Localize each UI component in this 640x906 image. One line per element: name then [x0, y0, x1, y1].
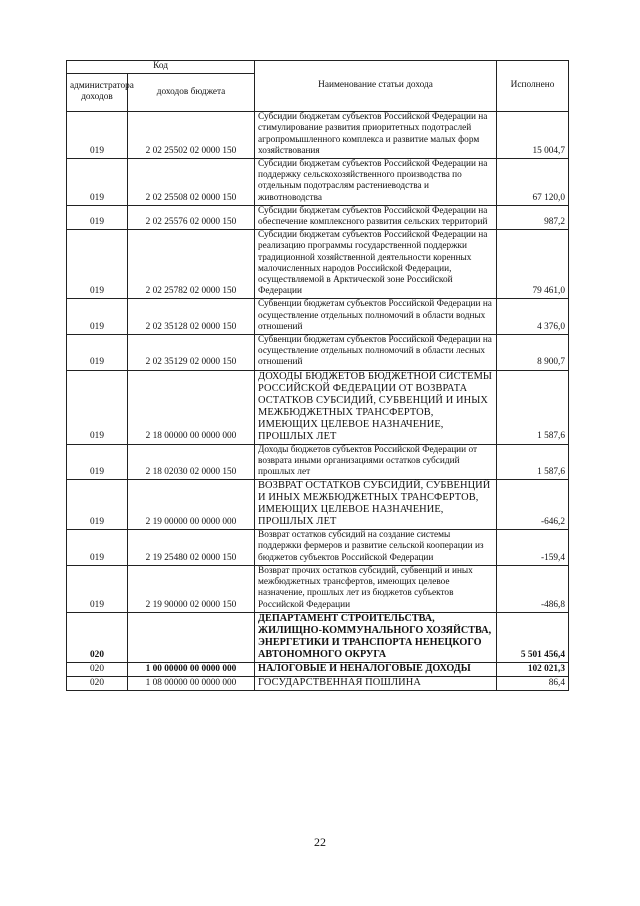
- amount-cell: -486,8: [497, 565, 569, 612]
- income-name-cell: НАЛОГОВЫЕ И НЕНАЛОГОВЫЕ ДОХОДЫ: [255, 662, 497, 676]
- income-name-cell: Доходы бюджетов субъектов Российской Федерации от возврата иными организациями остатков субсидий прошлых лет: [255, 444, 497, 480]
- amount-column-header: Исполнено: [497, 61, 569, 112]
- income-code-cell: 2 19 90000 02 0000 150: [128, 565, 255, 612]
- income-name-cell: Возврат прочих остатков субсидий, субвенций и иных межбюджетных трансфертов, имеющих целевое назначение, прошлых лет из бюджетов субъектов Российской Федерации: [255, 565, 497, 612]
- page-number: 22: [314, 835, 326, 849]
- admin-code-cell: 019: [67, 112, 128, 159]
- income-code-cell: 2 19 00000 00 0000 000: [128, 480, 255, 530]
- income-name-cell: Субсидии бюджетам субъектов Российской Федерации на стимулирование развития приоритетных подотраслей агропромышленного комплекса и развитие малых форм хозяйствования: [255, 112, 497, 159]
- income-table: [66, 60, 569, 691]
- admin-code-cell: 019: [67, 530, 128, 566]
- income-name-cell: Субсидии бюджетам субъектов Российской Федерации на реализацию программы государственной поддержки традиционной хозяйственной деятельности коренных малочисленных народов Российской Федерации, осуществляемой в Арктической зоне Российской Федерации: [255, 230, 497, 299]
- admin-code-cell: 020: [67, 676, 128, 690]
- amount-cell: 1 587,6: [497, 444, 569, 480]
- table-row: [67, 480, 569, 530]
- income-code-cell: 1 08 00000 00 0000 000: [128, 676, 255, 690]
- income-name-cell: Возврат остатков субсидий на создание системы поддержки фермеров и развитие сельской кооперации из бюджетов субъектов Российской Федерации: [255, 530, 497, 566]
- admin-code-cell: 019: [67, 370, 128, 444]
- amount-cell: 8 900,7: [497, 335, 569, 371]
- admin-code-cell: 020: [67, 612, 128, 662]
- income-code-cell: 2 02 25576 02 0000 150: [128, 205, 255, 229]
- income-code-cell: 2 18 02030 02 0000 150: [128, 444, 255, 480]
- amount-cell: 5 501 456,4: [497, 612, 569, 662]
- amount-cell: 987,2: [497, 205, 569, 229]
- admin-code-cell: 019: [67, 299, 128, 335]
- income-name-cell: ВОЗВРАТ ОСТАТКОВ СУБСИДИЙ, СУБВЕНЦИЙ И ИНЫХ МЕЖБЮДЖЕТНЫХ ТРАНСФЕРТОВ, ИМЕЮЩИХ ЦЕЛЕВОЕ НАЗНАЧЕНИЕ, ПРОШЛЫХ ЛЕТ: [255, 480, 497, 530]
- admin-code-cell: 019: [67, 230, 128, 299]
- table-row-department: [67, 612, 569, 662]
- amount-cell: 86,4: [497, 676, 569, 690]
- income-name-cell: Субвенции бюджетам субъектов Российской Федерации на осуществление отдельных полномочий в области водных отношений: [255, 299, 497, 335]
- income-code-cell: 2 18 00000 00 0000 000: [128, 370, 255, 444]
- admin-column-header: администратора доходов: [67, 74, 128, 112]
- amount-cell: 4 376,0: [497, 299, 569, 335]
- table-row: [67, 230, 569, 299]
- table-row-total: [67, 662, 569, 676]
- income-code-cell: 2 02 25508 02 0000 150: [128, 159, 255, 206]
- amount-cell: -159,4: [497, 530, 569, 566]
- table-row: [67, 370, 569, 444]
- amount-cell: 15 004,7: [497, 112, 569, 159]
- income-code-cell: [128, 612, 255, 662]
- table-row: [67, 676, 569, 690]
- admin-code-cell: 019: [67, 205, 128, 229]
- amount-cell: 67 120,0: [497, 159, 569, 206]
- code-group-header: Код: [67, 61, 255, 74]
- income-code-cell: 1 00 00000 00 0000 000: [128, 662, 255, 676]
- table-row: [67, 444, 569, 480]
- table-row: [67, 205, 569, 229]
- admin-code-cell: 019: [67, 480, 128, 530]
- income-name-cell: Субсидии бюджетам субъектов Российской Федерации на поддержку сельскохозяйственного производства по отдельным подотраслям растениеводства и животноводства: [255, 159, 497, 206]
- amount-cell: 1 587,6: [497, 370, 569, 444]
- income-name-cell: ДОХОДЫ БЮДЖЕТОВ БЮДЖЕТНОЙ СИСТЕМЫ РОССИЙСКОЙ ФЕДЕРАЦИИ ОТ ВОЗВРАТА ОСТАТКОВ СУБСИДИЙ, СУБВЕНЦИЙ И ИНЫХ МЕЖБЮДЖЕТНЫХ ТРАНСФЕРТОВ, ИМЕЮЩИХ ЦЕЛЕВОЕ НАЗНАЧЕНИЕ, ПРОШЛЫХ ЛЕТ: [255, 370, 497, 444]
- admin-code-cell: 020: [67, 662, 128, 676]
- income-code-column-header: доходов бюджета: [128, 74, 255, 112]
- table-row: [67, 112, 569, 159]
- table-row: [67, 299, 569, 335]
- income-name-cell: ДЕПАРТАМЕНТ СТРОИТЕЛЬСТВА, ЖИЛИЩНО-КОММУНАЛЬНОГО ХОЗЯЙСТВА, ЭНЕРГЕТИКИ И ТРАНСПОРТА НЕНЕЦКОГО АВТОНОМНОГО ОКРУГА: [255, 612, 497, 662]
- amount-cell: 79 461,0: [497, 230, 569, 299]
- admin-code-cell: 019: [67, 444, 128, 480]
- table-row: [67, 565, 569, 612]
- income-code-cell: 2 02 35128 02 0000 150: [128, 299, 255, 335]
- admin-code-cell: 019: [67, 159, 128, 206]
- table-row: [67, 530, 569, 566]
- table-row: [67, 335, 569, 371]
- income-code-cell: 2 02 25502 02 0000 150: [128, 112, 255, 159]
- admin-code-cell: 019: [67, 565, 128, 612]
- income-code-cell: 2 19 25480 02 0000 150: [128, 530, 255, 566]
- income-name-cell: ГОСУДАРСТВЕННАЯ ПОШЛИНА: [255, 676, 497, 690]
- income-name-cell: Субсидии бюджетам субъектов Российской Федерации на обеспечение комплексного развития сельских территорий: [255, 205, 497, 229]
- income-name-cell: Субвенции бюджетам субъектов Российской Федерации на осуществление отдельных полномочий в области лесных отношений: [255, 335, 497, 371]
- amount-cell: -646,2: [497, 480, 569, 530]
- admin-code-cell: 019: [67, 335, 128, 371]
- name-column-header: Наименование статьи дохода: [255, 61, 497, 112]
- table-row: [67, 159, 569, 206]
- amount-cell: 102 021,3: [497, 662, 569, 676]
- income-code-cell: 2 02 25782 02 0000 150: [128, 230, 255, 299]
- income-code-cell: 2 02 35129 02 0000 150: [128, 335, 255, 371]
